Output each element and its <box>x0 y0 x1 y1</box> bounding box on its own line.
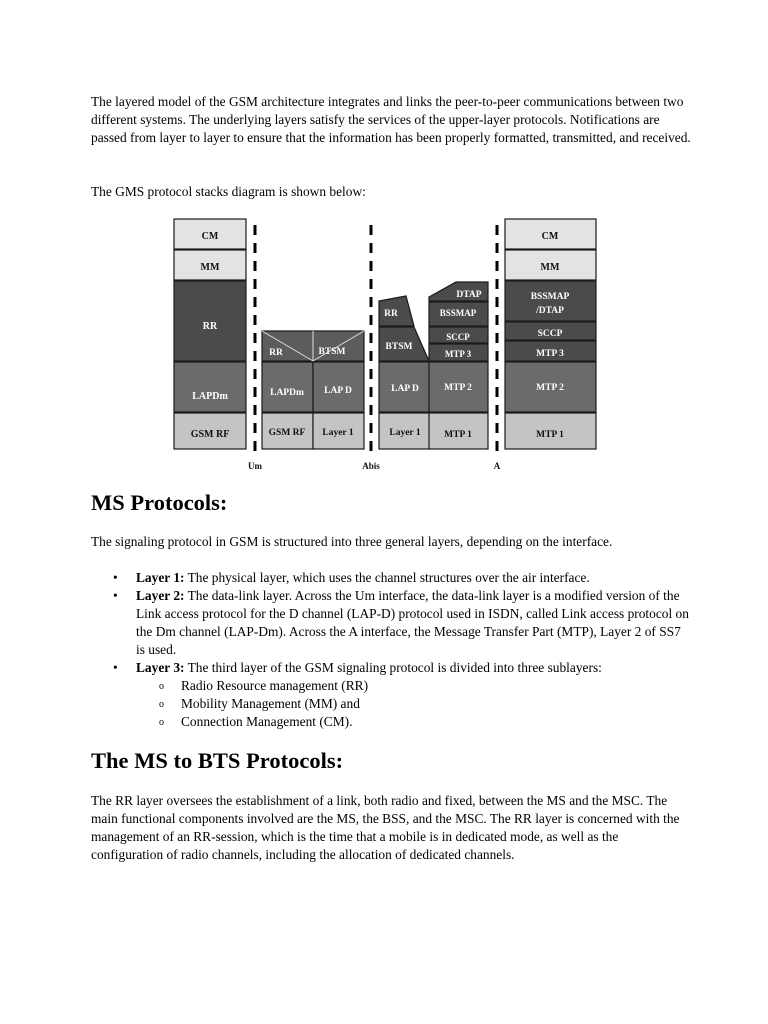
ms-lapdm-label: LAPDm <box>192 391 228 402</box>
msc-bssmap-label-line1: BSSMAP <box>530 292 570 302</box>
gsm-protocol-stack-diagram <box>170 215 600 477</box>
bts-lapdm-box <box>262 362 313 412</box>
intro-paragraph: The layered model of the GSM architecture integrates and links the peer-to-peer communications between two different systems. The underlying layers satisfy the services of the upper-layer protocols. Notifications are passed from layer to layer to ensure that the information has been properly formatted, transmitted, and received. <box>91 94 691 145</box>
msc-mtp3-label: MTP 3 <box>536 349 564 359</box>
bsc-layer1-label: Layer 1 <box>389 428 421 438</box>
msc-cm-label: CM <box>541 231 559 242</box>
list-item <box>91 659 691 731</box>
a-interface-label: A <box>493 461 501 471</box>
layer-3-title: Layer 3: <box>136 660 185 675</box>
layer-1-title: Layer 1: <box>136 570 185 585</box>
ms-stack <box>174 219 246 449</box>
sublayer-item: o Connection Management (CM). <box>136 713 691 731</box>
layer-2-title: Layer 2: <box>136 588 185 603</box>
bsc-btsm-label: BTSM <box>385 342 413 352</box>
ms-protocols-intro: The signaling protocol in GSM is structured into three general layers, depending on the interface. <box>91 534 613 549</box>
bts-rr-label: RR <box>269 348 283 358</box>
bsc-sccp-label: SCCP <box>446 332 470 342</box>
ms-rr-label: RR <box>202 321 218 332</box>
bsc-mtp2-label: MTP 2 <box>444 383 472 393</box>
sublayer-item: o Radio Resource management (RR) <box>136 677 691 695</box>
bts-lapd-label: LAP D <box>324 386 352 396</box>
list-item <box>91 569 691 587</box>
bts-stack <box>262 331 364 449</box>
msc-bssmap-label-line2: /DTAP <box>536 306 564 316</box>
msc-mm-label: MM <box>540 262 560 273</box>
ms-lapdm-box <box>174 362 246 412</box>
bts-lapdm-label: LAPDm <box>270 388 304 398</box>
bts-layer1-label: Layer 1 <box>322 428 354 438</box>
sublayer-list <box>136 677 691 731</box>
msc-mtp2-label: MTP 2 <box>536 383 564 393</box>
bts-btsm-label: BTSM <box>318 347 346 357</box>
layer-1-text: The physical layer, which uses the channel structures over the air interface. <box>184 570 590 585</box>
msc-mtp1-label: MTP 1 <box>536 430 564 440</box>
diagram-caption: The GMS protocol stacks diagram is shown below: <box>91 184 366 199</box>
ms-gsm-rf-label: GSM RF <box>190 429 230 440</box>
bsc-rr-label: RR <box>384 309 398 319</box>
layer-list <box>91 569 691 731</box>
msc-sccp-label: SCCP <box>537 329 563 339</box>
layer-3-text: The third layer of the GSM signaling protocol is divided into three sublayers: <box>184 660 602 675</box>
sublayer-item: o Mobility Management (MM) and <box>136 695 691 713</box>
ms-bts-paragraph: The RR layer oversees the establishment of a link, both radio and fixed, between the MS and the MSC. The main functional components involved are the MS, the BSS, and the MSC. The RR layer is concerned with the management of an RR-session, which is the time that a mobile is in dedicated mode, as well as the configuration of radio channels, including the allocation of dedicated channels. <box>91 793 680 862</box>
bsc-stack <box>379 282 488 449</box>
ms-cm-label: CM <box>201 231 219 242</box>
ms-bts-heading: The MS to BTS Protocols: <box>91 748 344 773</box>
bsc-mtp1-label: MTP 1 <box>444 430 472 440</box>
bsc-mtp3-label: MTP 3 <box>444 349 472 359</box>
msc-stack <box>505 219 596 449</box>
bsc-dtap-label: DTAP <box>456 290 482 300</box>
bsc-lapd-label: LAP D <box>391 384 419 394</box>
list-item <box>91 587 691 659</box>
um-interface-label: Um <box>248 461 262 471</box>
bts-gsm-rf-label: GSM RF <box>268 428 306 438</box>
layer-2-text: The data-link layer. Across the Um interface, the data-link layer is a modified version of the Link access protocol for the D channel (LAP-D) protocol used in ISDN, called Link access protocol on the Dm channel (LAP-Dm). Across the A interface, the Message Transfer Part (MTP), Layer 2 of SS7 is used. <box>136 588 689 657</box>
abis-interface-label: Abis <box>362 461 380 471</box>
ms-protocols-heading: MS Protocols: <box>91 490 228 515</box>
ms-mm-label: MM <box>200 262 220 273</box>
bsc-bssmap-label: BSSMAP <box>439 308 477 318</box>
